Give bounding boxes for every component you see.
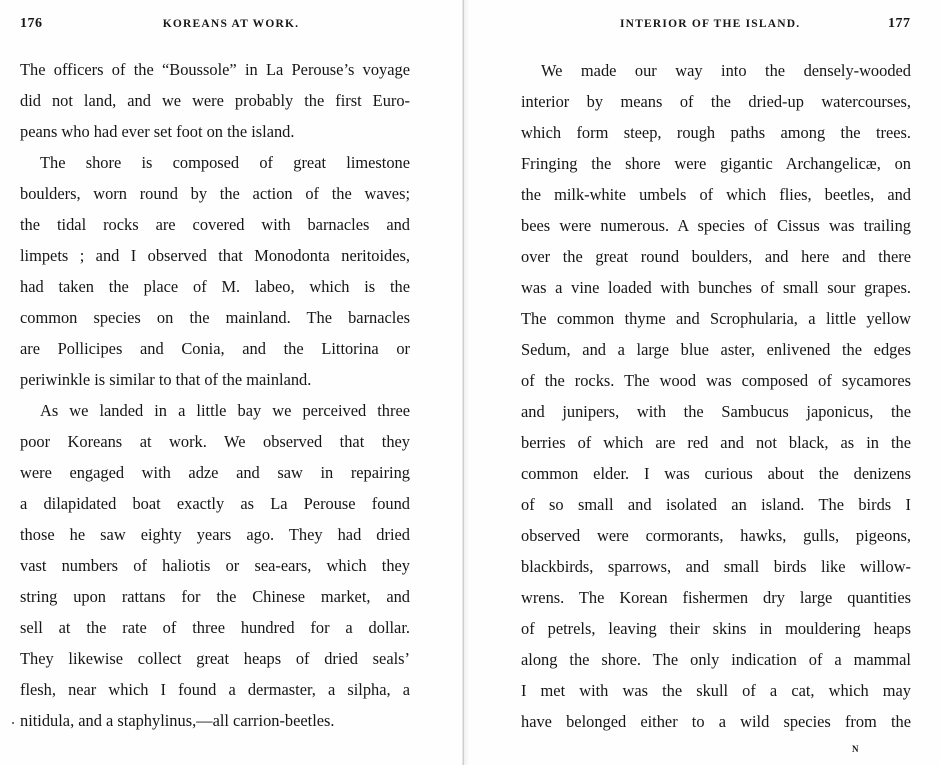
text-line: bees were numerous. A species of Cissus was trailing xyxy=(521,216,911,235)
text-line: observed were cormorants, hawks, gulls, pigeons, xyxy=(521,526,911,545)
text-line: common elder. I was curious about the denizens xyxy=(521,464,911,483)
text-line: limpets ; and I observed that Monodonta neritoides, xyxy=(20,246,410,265)
text-line: Sedum, and a large blue aster, enlivened the edges xyxy=(521,340,911,359)
text-line: They likewise collect great heaps of dried seals’ xyxy=(20,649,410,668)
text-line: The common thyme and Scrophularia, a little yellow xyxy=(521,309,911,328)
text-line: boulders, worn round by the action of the waves; xyxy=(20,184,410,203)
text-line: which form steep, rough paths among the trees. xyxy=(521,123,911,142)
text-line: had taken the place of M. labeo, which is the xyxy=(20,277,410,296)
left-page-body xyxy=(20,54,410,736)
text-line: peans who had ever set foot on the island. xyxy=(20,122,295,141)
text-line: Fringing the shore were gigantic Archangelicæ, on xyxy=(521,154,911,173)
text-line: the tidal rocks are covered with barnacles and xyxy=(20,215,410,234)
left-running-head: KOREANS AT WORK. xyxy=(162,18,300,30)
text-line: sell at the rate of three hundred for a dollar. xyxy=(20,618,410,637)
text-line: are Pollicipes and Conia, and the Littorina or xyxy=(20,339,410,358)
text-line: berries of which are red and not black, as in the xyxy=(521,433,911,452)
text-line: vast numbers of haliotis or sea-ears, which they xyxy=(20,556,410,575)
text-line: poor Koreans at work. We observed that they xyxy=(20,432,410,451)
text-line: periwinkle is similar to that of the mainland. xyxy=(20,370,312,389)
text-line: flesh, near which I found a dermaster, a silpha, a xyxy=(20,680,410,699)
text-line: string upon rattans for the Chinese market, and xyxy=(20,587,410,606)
left-page xyxy=(0,0,462,765)
text-line: was a vine loaded with bunches of small sour grapes. xyxy=(521,278,911,297)
text-line: over the great round boulders, and here and there xyxy=(521,247,911,266)
text-line: did not land, and we were probably the first Euro- xyxy=(20,91,410,110)
text-line: nitidula, and a staphylinus,—all carrion-beetles. xyxy=(20,711,335,730)
text-line: of the rocks. The wood was composed of sycamores xyxy=(521,371,911,390)
text-line: We made our way into the densely-wooded xyxy=(541,61,911,80)
signature-mark: N xyxy=(852,744,859,754)
text-line: I met with was the skull of a cat, which may xyxy=(521,681,911,700)
text-line: As we landed in a little bay we perceived three xyxy=(40,401,410,420)
text-line: were engaged with adze and saw in repairing xyxy=(20,463,410,482)
text-line: The officers of the “Boussole” in La Perouse’s voyage xyxy=(20,60,410,79)
text-line: of petrels, leaving their skins in mouldering heaps xyxy=(521,619,911,638)
text-line: wrens. The Korean fishermen dry large quantities xyxy=(521,588,911,607)
text-line: interior by means of the dried-up watercourses, xyxy=(521,92,911,111)
text-line: common species on the mainland. The barnacles xyxy=(20,308,410,327)
text-line: the milk-white umbels of which flies, beetles, and xyxy=(521,185,911,204)
text-line: along the shore. The only indication of a mammal xyxy=(521,650,911,669)
right-page-number: 177 xyxy=(888,16,911,31)
right-page xyxy=(470,0,940,765)
text-line: The shore is composed of great limestone xyxy=(40,153,410,172)
right-running-head: INTERIOR OF THE ISLAND. xyxy=(620,18,801,30)
text-line: have belonged either to a wild species from the xyxy=(521,712,911,731)
text-line: of so small and isolated an island. The birds I xyxy=(521,495,911,514)
text-line: and junipers, with the Sambucus japonicus, the xyxy=(521,402,911,421)
gutter-line xyxy=(463,0,464,765)
text-line: a dilapidated boat exactly as La Perouse found xyxy=(20,494,410,513)
print-speck xyxy=(12,722,14,724)
text-line: those he saw eighty years ago. They had dried xyxy=(20,525,410,544)
text-line: blackbirds, sparrows, and small birds like willow- xyxy=(521,557,911,576)
right-page-body xyxy=(521,55,911,737)
left-page-number: 176 xyxy=(20,16,43,31)
